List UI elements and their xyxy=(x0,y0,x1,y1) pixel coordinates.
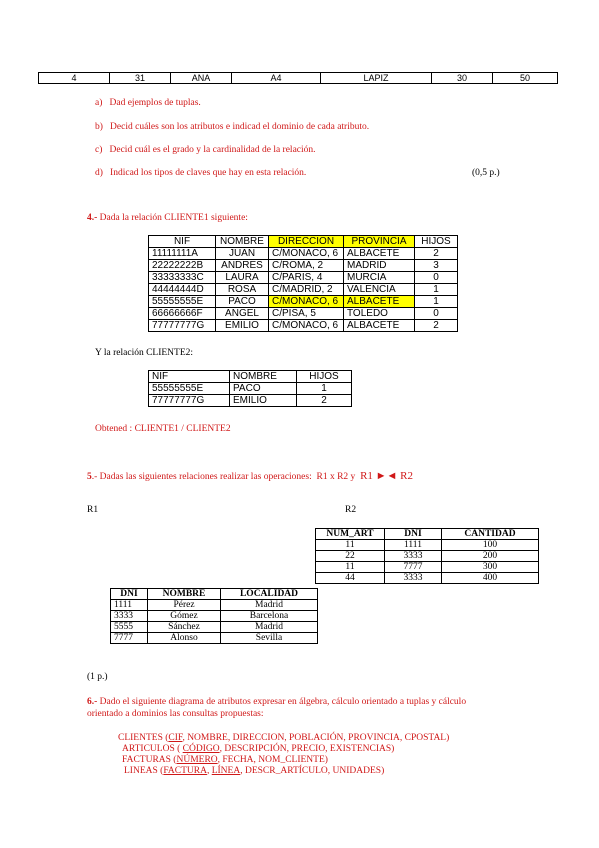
primary-key: CIF xyxy=(168,733,183,743)
table-row xyxy=(149,395,352,407)
column-header: NIF xyxy=(149,236,216,248)
table-cell: 3333 xyxy=(111,611,148,622)
q4-number: 4.- xyxy=(87,213,98,223)
q4-relation2-intro: Y la relación CLIENTE2: xyxy=(95,348,194,358)
q3-item-text: Indicad los tipos de claves que hay en esta relación. xyxy=(110,168,307,178)
top-cell: A4 xyxy=(232,73,321,84)
table-cell: 2 xyxy=(415,248,458,260)
table-cell: EMILIO xyxy=(216,320,269,332)
schema-text: LINEAS ( xyxy=(124,766,164,776)
table-cell: Barcelona xyxy=(221,611,318,622)
table-row xyxy=(316,540,539,551)
table-cell: 1111 xyxy=(385,540,442,551)
table-cell: EMILIO xyxy=(230,395,297,407)
table-cell: 55555555E xyxy=(149,296,216,308)
column-header: DIRECCION xyxy=(269,236,344,248)
table-cell: 3333 xyxy=(385,573,442,584)
table-row xyxy=(111,600,318,611)
column-header: NIF xyxy=(149,371,230,383)
table-header-row xyxy=(111,589,318,600)
table-cell: 77777777G xyxy=(149,395,230,407)
table-row xyxy=(149,383,352,395)
table-cell: C/PARIS, 4 xyxy=(269,272,344,284)
table-cell: PACO xyxy=(230,383,297,395)
top-cell: 50 xyxy=(493,73,558,84)
q6-number: 6.- xyxy=(87,697,98,707)
table-row xyxy=(149,296,458,308)
table-cell: C/MADRID, 2 xyxy=(269,284,344,296)
table-cell: 200 xyxy=(442,551,539,562)
table-row xyxy=(149,248,458,260)
top-cell: ANA xyxy=(171,73,232,84)
schema-text: , FECHA, NOM_CLIENTE) xyxy=(217,755,328,765)
table-cell: 1111 xyxy=(111,600,148,611)
column-header: LOCALIDAD xyxy=(221,589,318,600)
table-cell: ANGEL xyxy=(216,308,269,320)
table-cell: Madrid xyxy=(221,622,318,633)
q3-item-a xyxy=(95,98,201,108)
table-cell: 0 xyxy=(415,272,458,284)
q3-item-text: Decid cuál es el grado y la cardinalidad de la relación. xyxy=(109,145,316,155)
table-row xyxy=(111,611,318,622)
r2-label: R2 xyxy=(345,505,357,515)
table-row xyxy=(111,633,318,644)
table-cell: JUAN xyxy=(216,248,269,260)
table-row xyxy=(149,320,458,332)
top-cell: 31 xyxy=(110,73,171,84)
table-cell: ROSA xyxy=(216,284,269,296)
table-cell: 66666666F xyxy=(149,308,216,320)
q3-item-d xyxy=(95,168,306,178)
table-row xyxy=(149,260,458,272)
table-header-row xyxy=(149,236,458,248)
table-cell: 0 xyxy=(415,308,458,320)
top-cell: LAPIZ xyxy=(321,73,432,84)
table-cell: 7777 xyxy=(385,562,442,573)
schema-list xyxy=(118,733,449,777)
table-cell: MURCIA xyxy=(344,272,415,284)
table-cell: 3 xyxy=(415,260,458,272)
q3-item-letter: c) xyxy=(95,145,103,155)
schema-clientes xyxy=(118,733,449,744)
table-cell: ANDRES xyxy=(216,260,269,272)
q3-item-b xyxy=(95,122,369,132)
table-cell: C/MONACO, 6 xyxy=(269,248,344,260)
table-cell: Sevilla xyxy=(221,633,318,644)
table-cell: 22222222B xyxy=(149,260,216,272)
table-cell: 300 xyxy=(442,562,539,573)
schema-text: , DESCR_ARTÍCULO, UNIDADES) xyxy=(240,766,385,776)
table-cell: 5555 xyxy=(111,622,148,633)
q5-score: (1 p.) xyxy=(87,672,108,682)
table-cell: ALBACETE xyxy=(344,296,415,308)
table-cell: C/ROMA, 2 xyxy=(269,260,344,272)
table-cell: PACO xyxy=(216,296,269,308)
table-row xyxy=(316,562,539,573)
table-cell: ALBACETE xyxy=(344,248,415,260)
table-header-row xyxy=(149,371,352,383)
table-cell: 1 xyxy=(415,296,458,308)
table-cell: Pérez xyxy=(148,600,221,611)
table-cell: 33333333C xyxy=(149,272,216,284)
schema-text: CLIENTES ( xyxy=(118,733,169,743)
schema-text: ARTICULOS ( xyxy=(122,744,183,754)
q3-item-text: Dad ejemplos de tuplas. xyxy=(109,98,201,108)
table-cell: 11 xyxy=(316,540,385,551)
r2-table xyxy=(315,528,539,584)
table-row xyxy=(149,284,458,296)
table-row xyxy=(316,551,539,562)
column-header: NUM_ART xyxy=(316,529,385,540)
column-header: DNI xyxy=(385,529,442,540)
table-cell: Alonso xyxy=(148,633,221,644)
q6-intro-line1: Dado el siguiente diagrama de atributos expresar en álgebra, cálculo orientado a tuplas y cálculo xyxy=(99,697,467,707)
q3-score: (0,5 p.) xyxy=(472,168,500,178)
table-cell: 400 xyxy=(442,573,539,584)
column-header: NOMBRE xyxy=(216,236,269,248)
column-header: DNI xyxy=(111,589,148,600)
schema-text: FACTURAS ( xyxy=(122,755,177,765)
q5-number: 5 xyxy=(87,472,92,482)
top-table-row xyxy=(38,72,558,84)
q6-intro-line2: orientado a dominios las consultas propuestas: xyxy=(87,709,264,719)
table-cell: C/MONACO, 6 xyxy=(269,296,344,308)
q4-obtened: Obtened : CLIENTE1 / CLIENTE2 xyxy=(95,424,231,434)
table-cell: 3333 xyxy=(385,551,442,562)
q6-heading xyxy=(87,697,466,707)
table-cell: TOLEDO xyxy=(344,308,415,320)
r1-table xyxy=(110,588,318,644)
q3-item-text: Decid cuáles son los atributos e indicad el dominio de cada atributo. xyxy=(110,122,370,132)
table-cell: 44 xyxy=(316,573,385,584)
table-cell: 1 xyxy=(415,284,458,296)
table-cell: 11111111A xyxy=(149,248,216,260)
table-cell: 2 xyxy=(297,395,352,407)
table-row xyxy=(149,272,458,284)
schema-text: , NOMBRE, DIRECCION, POBLACIÓN, PROVINCIA, CPOSTAL) xyxy=(182,733,450,743)
schema-text: , xyxy=(206,766,212,776)
table-cell: C/MONACO, 6 xyxy=(269,320,344,332)
q3-item-letter: b) xyxy=(95,122,103,132)
q5-heading xyxy=(87,470,413,482)
table-row xyxy=(149,308,458,320)
table-cell: 11 xyxy=(316,562,385,573)
table-cell: 2 xyxy=(415,320,458,332)
table-cell: 22 xyxy=(316,551,385,562)
q3-item-c xyxy=(95,145,316,155)
primary-key: FACTURA xyxy=(163,766,207,776)
cliente2-table xyxy=(148,370,352,407)
column-header: NOMBRE xyxy=(148,589,221,600)
table-cell: 1 xyxy=(297,383,352,395)
table-row xyxy=(111,622,318,633)
cliente1-table xyxy=(148,235,458,332)
primary-key: CÓDIGO xyxy=(182,744,220,754)
column-header: HIJOS xyxy=(297,371,352,383)
q3-item-letter: d) xyxy=(95,168,103,178)
primary-key: LÍNEA xyxy=(211,766,241,776)
table-cell: 44444444D xyxy=(149,284,216,296)
table-cell: 77777777G xyxy=(149,320,216,332)
table-cell: Sánchez xyxy=(148,622,221,633)
table-cell: 7777 xyxy=(111,633,148,644)
table-cell: C/PISA, 5 xyxy=(269,308,344,320)
table-cell: Madrid xyxy=(221,600,318,611)
q3-item-letter: a) xyxy=(95,98,103,108)
column-header: PROVINCIA xyxy=(344,236,415,248)
q4-intro: Dada la relación CLIENTE1 siguiente: xyxy=(99,213,248,223)
column-header: HIJOS xyxy=(415,236,458,248)
top-cell: 30 xyxy=(432,73,493,84)
r1-label: R1 xyxy=(87,505,99,515)
schema-lineas xyxy=(118,766,449,777)
schema-articulos xyxy=(118,744,449,755)
table-cell: ALBACETE xyxy=(344,320,415,332)
schema-text: , DESCRIPCIÓN, PRECIO, EXISTENCIAS) xyxy=(219,744,395,754)
q5-intro: .- Dadas las siguientes relaciones realizar las operaciones: xyxy=(91,472,312,482)
q5-op2: R1 ►◄ R2 xyxy=(360,470,414,482)
table-header-row xyxy=(316,529,539,540)
table-cell: Gómez xyxy=(148,611,221,622)
table-cell: VALENCIA xyxy=(344,284,415,296)
top-cell: 4 xyxy=(39,73,110,84)
table-cell: 100 xyxy=(442,540,539,551)
schema-facturas xyxy=(118,755,449,766)
q4-heading xyxy=(87,213,248,223)
table-cell: LAURA xyxy=(216,272,269,284)
table-cell: 55555555E xyxy=(149,383,230,395)
column-header: NOMBRE xyxy=(230,371,297,383)
table-cell: MADRID xyxy=(344,260,415,272)
table-row xyxy=(316,573,539,584)
column-header: CANTIDAD xyxy=(442,529,539,540)
q5-op1: R1 x R2 y xyxy=(316,472,356,482)
primary-key: NÚMERO xyxy=(176,755,218,765)
